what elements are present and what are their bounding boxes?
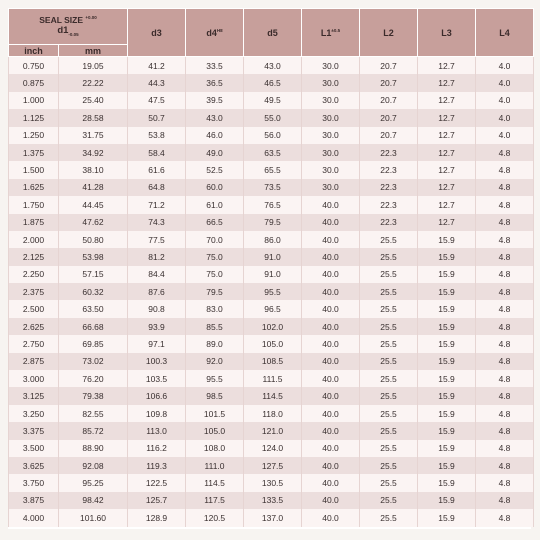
table-row: [9, 353, 534, 370]
cell-l2: 25.5: [360, 300, 418, 317]
cell-d3: 58.4: [128, 144, 186, 161]
d5-label: d5: [267, 27, 278, 38]
cell-l1: 30.0: [302, 127, 360, 144]
l2-label: L2: [383, 27, 394, 38]
cell-l3: 12.7: [418, 179, 476, 196]
cell-d4: 120.5: [186, 509, 244, 526]
cell-l3: 12.7: [418, 74, 476, 91]
cell-l3: 15.9: [418, 353, 476, 370]
cell-d3: 44.3: [128, 74, 186, 91]
cell-mm: 76.20: [59, 370, 128, 387]
column-header-mm: mm: [59, 45, 128, 57]
table-row: [9, 318, 534, 335]
cell-l3: 15.9: [418, 457, 476, 474]
cell-l3: 12.7: [418, 144, 476, 161]
table-row: [9, 196, 534, 213]
cell-l4: 4.8: [476, 196, 534, 213]
cell-mm: 92.08: [59, 457, 128, 474]
cell-inch: 3.125: [9, 387, 59, 404]
cell-d4: 43.0: [186, 109, 244, 126]
d1-label: d1: [57, 25, 69, 37]
cell-l1: 40.0: [302, 440, 360, 457]
cell-l1: 40.0: [302, 266, 360, 283]
cell-l3: 15.9: [418, 335, 476, 352]
cell-l2: 22.3: [360, 179, 418, 196]
table-row: [9, 405, 534, 422]
cell-d3: 87.6: [128, 283, 186, 300]
cell-l1: 30.0: [302, 74, 360, 91]
table-row: [9, 127, 534, 144]
cell-mm: 57.15: [59, 266, 128, 283]
cell-l2: 25.5: [360, 422, 418, 439]
cell-d5: 121.0: [244, 422, 302, 439]
cell-l4: 4.8: [476, 353, 534, 370]
cell-l3: 15.9: [418, 440, 476, 457]
cell-inch: 3.500: [9, 440, 59, 457]
cell-l4: 4.0: [476, 74, 534, 91]
cell-mm: 98.42: [59, 492, 128, 509]
cell-l3: 12.7: [418, 109, 476, 126]
cell-l1: 40.0: [302, 387, 360, 404]
cell-inch: 3.750: [9, 474, 59, 491]
cell-l3: 15.9: [418, 492, 476, 509]
cell-mm: 85.72: [59, 422, 128, 439]
cell-l4: 4.0: [476, 57, 534, 75]
cell-l1: 40.0: [302, 335, 360, 352]
cell-d3: 100.3: [128, 353, 186, 370]
cell-inch: 1.625: [9, 179, 59, 196]
column-header-l3: [418, 9, 476, 57]
cell-d5: 86.0: [244, 231, 302, 248]
cell-d3: 109.8: [128, 405, 186, 422]
cell-d4: 83.0: [186, 300, 244, 317]
cell-d5: 133.5: [244, 492, 302, 509]
cell-l2: 25.5: [360, 231, 418, 248]
cell-l4: 4.8: [476, 266, 534, 283]
cell-l2: 20.7: [360, 109, 418, 126]
cell-l1: 30.0: [302, 92, 360, 109]
cell-l2: 22.3: [360, 196, 418, 213]
cell-l1: 30.0: [302, 57, 360, 75]
cell-l4: 4.8: [476, 405, 534, 422]
cell-l1: 40.0: [302, 474, 360, 491]
cell-d3: 113.0: [128, 422, 186, 439]
cell-inch: 1.375: [9, 144, 59, 161]
cell-l2: 20.7: [360, 74, 418, 91]
cell-l4: 4.8: [476, 318, 534, 335]
cell-mm: 50.80: [59, 231, 128, 248]
cell-l2: 25.5: [360, 492, 418, 509]
cell-l2: 25.5: [360, 440, 418, 457]
cell-d4: 89.0: [186, 335, 244, 352]
cell-l3: 12.7: [418, 161, 476, 178]
column-header-l4: [476, 9, 534, 57]
cell-l4: 4.8: [476, 474, 534, 491]
table-row: [9, 474, 534, 491]
cell-l2: 25.5: [360, 370, 418, 387]
cell-d3: 90.8: [128, 300, 186, 317]
cell-l3: 15.9: [418, 248, 476, 265]
cell-l4: 4.8: [476, 440, 534, 457]
cell-l1: 30.0: [302, 109, 360, 126]
cell-d3: 77.5: [128, 231, 186, 248]
d1-tolerance: -0.05: [68, 32, 79, 38]
cell-mm: 34.92: [59, 144, 128, 161]
cell-l3: 15.9: [418, 509, 476, 526]
table-row: [9, 74, 534, 91]
cell-d5: 91.0: [244, 248, 302, 265]
cell-l4: 4.8: [476, 492, 534, 509]
cell-d4: 79.5: [186, 283, 244, 300]
seal-size-header: [9, 9, 128, 45]
cell-l3: 12.7: [418, 214, 476, 231]
cell-mm: 66.68: [59, 318, 128, 335]
cell-inch: 1.125: [9, 109, 59, 126]
cell-inch: 3.375: [9, 422, 59, 439]
cell-mm: 38.10: [59, 161, 128, 178]
table-row: [9, 492, 534, 509]
table-row: [9, 457, 534, 474]
cell-d3: 84.4: [128, 266, 186, 283]
cell-l3: 15.9: [418, 474, 476, 491]
cell-inch: 1.500: [9, 161, 59, 178]
cell-inch: 1.750: [9, 196, 59, 213]
cell-mm: 19.05: [59, 57, 128, 75]
cell-d4: 95.5: [186, 370, 244, 387]
cell-l3: 15.9: [418, 266, 476, 283]
cell-d3: 97.1: [128, 335, 186, 352]
cell-inch: 2.000: [9, 231, 59, 248]
cell-mm: 95.25: [59, 474, 128, 491]
table-row: [9, 179, 534, 196]
cell-d5: 108.5: [244, 353, 302, 370]
l3-label: L3: [441, 27, 452, 38]
cell-l2: 20.7: [360, 92, 418, 109]
cell-d3: 116.2: [128, 440, 186, 457]
seal-dimension-table: [8, 8, 534, 527]
table-row: [9, 300, 534, 317]
cell-inch: 2.500: [9, 300, 59, 317]
cell-mm: 22.22: [59, 74, 128, 91]
cell-l2: 25.5: [360, 353, 418, 370]
cell-inch: 2.625: [9, 318, 59, 335]
cell-l3: 15.9: [418, 422, 476, 439]
cell-l1: 40.0: [302, 300, 360, 317]
cell-d5: 63.5: [244, 144, 302, 161]
cell-d5: 114.5: [244, 387, 302, 404]
table-row: [9, 283, 534, 300]
cell-mm: 73.02: [59, 353, 128, 370]
cell-d4: 117.5: [186, 492, 244, 509]
cell-d4: 105.0: [186, 422, 244, 439]
column-header-d3: [128, 9, 186, 57]
cell-inch: 3.000: [9, 370, 59, 387]
table-body: [9, 57, 534, 527]
table-row: [9, 440, 534, 457]
cell-l4: 4.8: [476, 144, 534, 161]
cell-l2: 20.7: [360, 57, 418, 75]
cell-l2: 20.7: [360, 127, 418, 144]
table-row: [9, 161, 534, 178]
cell-d3: 81.2: [128, 248, 186, 265]
cell-d4: 75.0: [186, 248, 244, 265]
cell-inch: 2.750: [9, 335, 59, 352]
cell-mm: 63.50: [59, 300, 128, 317]
cell-d5: 55.0: [244, 109, 302, 126]
cell-l3: 15.9: [418, 283, 476, 300]
table-row: [9, 422, 534, 439]
cell-l4: 4.8: [476, 509, 534, 526]
cell-l2: 25.5: [360, 335, 418, 352]
cell-inch: 3.250: [9, 405, 59, 422]
cell-mm: 60.32: [59, 283, 128, 300]
cell-l4: 4.8: [476, 161, 534, 178]
cell-d4: 98.5: [186, 387, 244, 404]
table-row: [9, 144, 534, 161]
cell-d3: 71.2: [128, 196, 186, 213]
cell-l1: 40.0: [302, 248, 360, 265]
table-row: [9, 509, 534, 526]
cell-inch: 0.750: [9, 57, 59, 75]
cell-l3: 12.7: [418, 57, 476, 75]
cell-d5: 111.5: [244, 370, 302, 387]
cell-l1: 40.0: [302, 422, 360, 439]
table-header: [9, 9, 534, 57]
cell-l2: 25.5: [360, 266, 418, 283]
cell-d3: 64.8: [128, 179, 186, 196]
cell-d5: 102.0: [244, 318, 302, 335]
cell-l1: 40.0: [302, 196, 360, 213]
cell-inch: 2.875: [9, 353, 59, 370]
table-row: [9, 266, 534, 283]
cell-d4: 114.5: [186, 474, 244, 491]
table-row: [9, 57, 534, 75]
cell-d3: 41.2: [128, 57, 186, 75]
cell-mm: 31.75: [59, 127, 128, 144]
cell-d5: 73.5: [244, 179, 302, 196]
cell-d5: 46.5: [244, 74, 302, 91]
cell-l4: 4.8: [476, 283, 534, 300]
cell-l3: 12.7: [418, 92, 476, 109]
cell-l4: 4.8: [476, 457, 534, 474]
cell-mm: 25.40: [59, 92, 128, 109]
cell-d5: 124.0: [244, 440, 302, 457]
cell-l1: 40.0: [302, 509, 360, 526]
cell-d3: 103.5: [128, 370, 186, 387]
cell-l2: 25.5: [360, 457, 418, 474]
cell-d4: 75.0: [186, 266, 244, 283]
cell-l4: 4.8: [476, 214, 534, 231]
cell-d5: 95.5: [244, 283, 302, 300]
cell-l1: 40.0: [302, 353, 360, 370]
cell-mm: 28.58: [59, 109, 128, 126]
column-header-inch: inch: [9, 45, 59, 57]
cell-l2: 22.3: [360, 144, 418, 161]
table-row: [9, 231, 534, 248]
cell-l1: 30.0: [302, 161, 360, 178]
cell-d3: 93.9: [128, 318, 186, 335]
cell-l1: 40.0: [302, 283, 360, 300]
cell-d5: 65.5: [244, 161, 302, 178]
cell-l3: 15.9: [418, 370, 476, 387]
cell-d5: 137.0: [244, 509, 302, 526]
cell-inch: 3.875: [9, 492, 59, 509]
cell-mm: 79.38: [59, 387, 128, 404]
cell-inch: 2.125: [9, 248, 59, 265]
table-row: [9, 335, 534, 352]
cell-mm: 69.85: [59, 335, 128, 352]
cell-l2: 25.5: [360, 248, 418, 265]
seal-dimension-sheet: [8, 8, 531, 529]
cell-d5: 118.0: [244, 405, 302, 422]
cell-mm: 47.62: [59, 214, 128, 231]
cell-mm: 88.90: [59, 440, 128, 457]
cell-l4: 4.8: [476, 387, 534, 404]
cell-d3: 61.6: [128, 161, 186, 178]
d4-label: d4: [206, 27, 217, 38]
cell-l2: 25.5: [360, 405, 418, 422]
cell-d3: 122.5: [128, 474, 186, 491]
cell-l3: 12.7: [418, 196, 476, 213]
cell-inch: 4.000: [9, 509, 59, 526]
cell-l3: 15.9: [418, 231, 476, 248]
cell-l4: 4.8: [476, 248, 534, 265]
cell-l3: 15.9: [418, 387, 476, 404]
cell-l2: 22.3: [360, 214, 418, 231]
l1-label: L1: [320, 27, 332, 38]
cell-d3: 74.3: [128, 214, 186, 231]
cell-d5: 130.5: [244, 474, 302, 491]
cell-d3: 128.9: [128, 509, 186, 526]
cell-d4: 92.0: [186, 353, 244, 370]
cell-d3: 53.8: [128, 127, 186, 144]
cell-d5: 56.0: [244, 127, 302, 144]
cell-d3: 47.5: [128, 92, 186, 109]
cell-inch: 1.250: [9, 127, 59, 144]
cell-l3: 15.9: [418, 300, 476, 317]
cell-l1: 40.0: [302, 370, 360, 387]
cell-l1: 40.0: [302, 405, 360, 422]
cell-d4: 60.0: [186, 179, 244, 196]
cell-l4: 4.8: [476, 231, 534, 248]
cell-d5: 43.0: [244, 57, 302, 75]
l4-label: L4: [499, 27, 510, 38]
cell-inch: 0.875: [9, 74, 59, 91]
table-row: [9, 387, 534, 404]
cell-l1: 40.0: [302, 492, 360, 509]
cell-l1: 40.0: [302, 457, 360, 474]
cell-l2: 25.5: [360, 283, 418, 300]
cell-inch: 1.875: [9, 214, 59, 231]
cell-d4: 70.0: [186, 231, 244, 248]
cell-d4: 39.5: [186, 92, 244, 109]
cell-l3: 15.9: [418, 405, 476, 422]
cell-l4: 4.8: [476, 300, 534, 317]
cell-d4: 61.0: [186, 196, 244, 213]
cell-d4: 108.0: [186, 440, 244, 457]
cell-d3: 106.6: [128, 387, 186, 404]
cell-l4: 4.8: [476, 422, 534, 439]
cell-mm: 44.45: [59, 196, 128, 213]
cell-l1: 30.0: [302, 144, 360, 161]
cell-d5: 76.5: [244, 196, 302, 213]
d4-tolerance: H8: [216, 27, 223, 33]
d3-label: d3: [151, 27, 162, 38]
cell-d4: 101.5: [186, 405, 244, 422]
cell-l2: 25.5: [360, 387, 418, 404]
column-header-d5: [244, 9, 302, 57]
cell-l3: 12.7: [418, 127, 476, 144]
cell-mm: 101.60: [59, 509, 128, 526]
cell-d5: 96.5: [244, 300, 302, 317]
cell-l2: 25.5: [360, 318, 418, 335]
cell-d5: 79.5: [244, 214, 302, 231]
cell-d4: 33.5: [186, 57, 244, 75]
cell-l4: 4.0: [476, 92, 534, 109]
cell-mm: 41.28: [59, 179, 128, 196]
cell-l4: 4.8: [476, 370, 534, 387]
cell-l1: 30.0: [302, 179, 360, 196]
cell-inch: 2.250: [9, 266, 59, 283]
cell-inch: 2.375: [9, 283, 59, 300]
cell-inch: 1.000: [9, 92, 59, 109]
cell-l3: 15.9: [418, 318, 476, 335]
seal-size-tolerance: +0.00: [85, 14, 97, 20]
table-row: [9, 370, 534, 387]
cell-l1: 40.0: [302, 318, 360, 335]
column-header-l2: [360, 9, 418, 57]
cell-d4: 49.0: [186, 144, 244, 161]
table-row: [9, 92, 534, 109]
column-header-d4: [186, 9, 244, 57]
l1-tolerance: ±0.5: [331, 27, 341, 33]
cell-l2: 22.3: [360, 161, 418, 178]
cell-l4: 4.0: [476, 127, 534, 144]
cell-d4: 85.5: [186, 318, 244, 335]
cell-l1: 40.0: [302, 231, 360, 248]
column-header-l1: [302, 9, 360, 57]
cell-mm: 82.55: [59, 405, 128, 422]
cell-d4: 111.0: [186, 457, 244, 474]
cell-l4: 4.8: [476, 335, 534, 352]
cell-d4: 52.5: [186, 161, 244, 178]
cell-d5: 105.0: [244, 335, 302, 352]
cell-inch: 3.625: [9, 457, 59, 474]
table-row: [9, 109, 534, 126]
seal-size-label: SEAL SIZE: [39, 14, 84, 25]
cell-d5: 127.5: [244, 457, 302, 474]
cell-l2: 25.5: [360, 474, 418, 491]
cell-l4: 4.0: [476, 109, 534, 126]
table-row: [9, 214, 534, 231]
cell-d3: 119.3: [128, 457, 186, 474]
cell-d4: 36.5: [186, 74, 244, 91]
cell-l1: 40.0: [302, 214, 360, 231]
cell-d4: 66.5: [186, 214, 244, 231]
cell-d4: 46.0: [186, 127, 244, 144]
cell-d5: 91.0: [244, 266, 302, 283]
cell-l2: 25.5: [360, 509, 418, 526]
cell-mm: 53.98: [59, 248, 128, 265]
cell-d3: 125.7: [128, 492, 186, 509]
cell-d3: 50.7: [128, 109, 186, 126]
cell-d5: 49.5: [244, 92, 302, 109]
table-row: [9, 248, 534, 265]
cell-l4: 4.8: [476, 179, 534, 196]
